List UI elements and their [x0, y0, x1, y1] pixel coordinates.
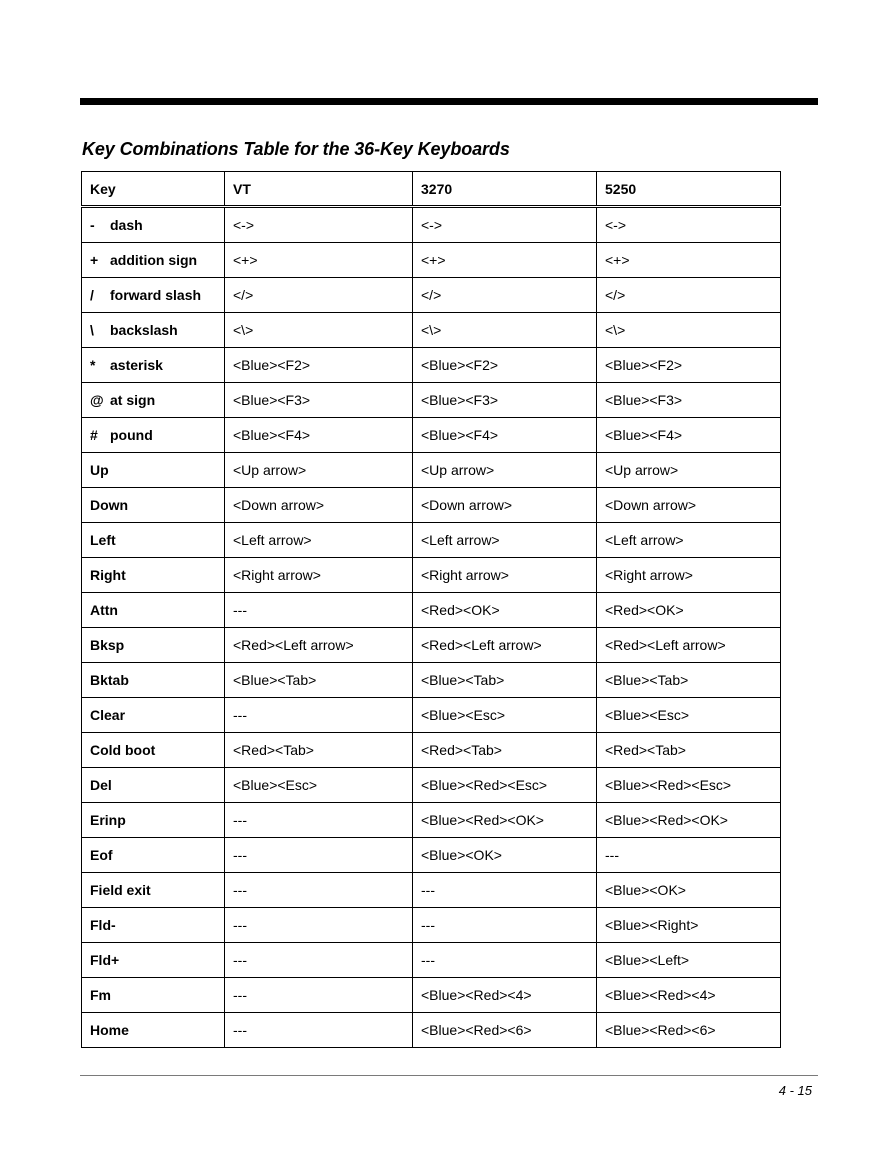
5250-cell: <Left arrow>: [597, 523, 781, 558]
table-row: [82, 558, 781, 593]
table-row: [82, 488, 781, 523]
key-cell: [82, 488, 225, 523]
5250-cell: <Red><OK>: [597, 593, 781, 628]
5250-cell: <Down arrow>: [597, 488, 781, 523]
table-row: [82, 313, 781, 348]
vt-cell: <Blue><Esc>: [225, 768, 413, 803]
bottom-rule: [80, 1075, 818, 1076]
key-name: Attn: [90, 602, 118, 618]
vt-cell: <Up arrow>: [225, 453, 413, 488]
vt-cell: ---: [225, 1013, 413, 1048]
3270-cell: <Red><Tab>: [413, 733, 597, 768]
vt-cell: <Blue><F4>: [225, 418, 413, 453]
vt-cell: <+>: [225, 243, 413, 278]
key-name: Right: [90, 567, 126, 583]
3270-cell: ---: [413, 943, 597, 978]
table-row: [82, 803, 781, 838]
header-5250: 5250: [597, 172, 781, 207]
table-row: [82, 1013, 781, 1048]
3270-cell: <Right arrow>: [413, 558, 597, 593]
top-rule: [80, 98, 818, 105]
key-name: Del: [90, 777, 112, 793]
page-number: 4 - 15: [778, 1083, 812, 1098]
5250-cell: <Blue><Red><Esc>: [597, 768, 781, 803]
3270-cell: <Red><OK>: [413, 593, 597, 628]
5250-cell: <Blue><Left>: [597, 943, 781, 978]
key-name: asterisk: [110, 357, 163, 373]
3270-cell: <Blue><Red><OK>: [413, 803, 597, 838]
5250-cell: <Blue><Red><4>: [597, 978, 781, 1013]
key-cell: [82, 908, 225, 943]
vt-cell: <Red><Left arrow>: [225, 628, 413, 663]
table-body: [82, 207, 781, 1048]
key-name: pound: [110, 427, 153, 443]
header-vt: VT: [225, 172, 413, 207]
key-symbol: *: [90, 357, 96, 373]
key-cell: [82, 1013, 225, 1048]
vt-cell: <Down arrow>: [225, 488, 413, 523]
3270-cell: <Red><Left arrow>: [413, 628, 597, 663]
table-row: [82, 698, 781, 733]
3270-cell: <Blue><Red><4>: [413, 978, 597, 1013]
5250-cell: <Blue><F3>: [597, 383, 781, 418]
3270-cell: <Blue><Esc>: [413, 698, 597, 733]
key-name: Fm: [90, 987, 111, 1003]
key-name: Fld-: [90, 917, 116, 933]
vt-cell: <Blue><Tab>: [225, 663, 413, 698]
5250-cell: <Red><Tab>: [597, 733, 781, 768]
table-row: [82, 978, 781, 1013]
5250-cell: <Blue><F2>: [597, 348, 781, 383]
table-row: [82, 768, 781, 803]
5250-cell: ---: [597, 838, 781, 873]
key-name: Field exit: [90, 882, 151, 898]
key-cell: [82, 593, 225, 628]
vt-cell: <Blue><F2>: [225, 348, 413, 383]
vt-cell: ---: [225, 978, 413, 1013]
table-row: [82, 873, 781, 908]
table-header-row: [82, 172, 781, 207]
5250-cell: <\>: [597, 313, 781, 348]
table-row: [82, 278, 781, 313]
table-row: [82, 628, 781, 663]
5250-cell: </>: [597, 278, 781, 313]
vt-cell: </>: [225, 278, 413, 313]
table-row: [82, 908, 781, 943]
key-symbol: @: [90, 392, 104, 408]
key-cell: [82, 278, 225, 313]
table-row: [82, 383, 781, 418]
key-symbol: -: [90, 217, 95, 233]
key-cell: [82, 698, 225, 733]
3270-cell: <Left arrow>: [413, 523, 597, 558]
5250-cell: <Blue><Red><6>: [597, 1013, 781, 1048]
key-symbol: #: [90, 427, 98, 443]
table-row: [82, 243, 781, 278]
table-row: [82, 943, 781, 978]
vt-cell: ---: [225, 838, 413, 873]
table-row: [82, 838, 781, 873]
key-symbol: /: [90, 287, 94, 303]
key-cell: [82, 207, 225, 243]
3270-cell: <Blue><F3>: [413, 383, 597, 418]
3270-cell: <Blue><Red><6>: [413, 1013, 597, 1048]
vt-cell: <->: [225, 207, 413, 243]
key-name: at sign: [110, 392, 156, 408]
key-cell: [82, 978, 225, 1013]
vt-cell: <Right arrow>: [225, 558, 413, 593]
3270-cell: <Blue><Tab>: [413, 663, 597, 698]
key-cell: [82, 313, 225, 348]
key-combinations-table: [81, 171, 781, 1048]
key-name: Cold boot: [90, 742, 156, 758]
key-cell: [82, 838, 225, 873]
page-title: Key Combinations Table for the 36-Key Keyboards: [82, 139, 510, 159]
5250-cell: <Blue><Tab>: [597, 663, 781, 698]
key-cell: [82, 418, 225, 453]
key-name: Up: [90, 462, 109, 478]
key-cell: [82, 803, 225, 838]
5250-cell: <Blue><Esc>: [597, 698, 781, 733]
key-name: Bksp: [90, 637, 125, 653]
key-name: Erinp: [90, 812, 126, 828]
5250-cell: <+>: [597, 243, 781, 278]
3270-cell: <Blue><F4>: [413, 418, 597, 453]
key-cell: [82, 768, 225, 803]
3270-cell: <Blue><Red><Esc>: [413, 768, 597, 803]
3270-cell: </>: [413, 278, 597, 313]
5250-cell: <Blue><F4>: [597, 418, 781, 453]
key-symbol: \: [90, 322, 94, 338]
key-name: Eof: [90, 847, 113, 863]
key-cell: [82, 348, 225, 383]
3270-cell: <->: [413, 207, 597, 243]
vt-cell: <\>: [225, 313, 413, 348]
key-name: Home: [90, 1022, 129, 1038]
key-cell: [82, 243, 225, 278]
key-cell: [82, 628, 225, 663]
vt-cell: ---: [225, 698, 413, 733]
5250-cell: <->: [597, 207, 781, 243]
vt-cell: <Red><Tab>: [225, 733, 413, 768]
5250-cell: <Blue><Right>: [597, 908, 781, 943]
vt-cell: ---: [225, 873, 413, 908]
5250-cell: <Right arrow>: [597, 558, 781, 593]
5250-cell: <Red><Left arrow>: [597, 628, 781, 663]
key-name: Down: [90, 497, 129, 513]
key-name: backslash: [110, 322, 178, 338]
table-row: [82, 523, 781, 558]
key-cell: [82, 663, 225, 698]
header-3270: 3270: [413, 172, 597, 207]
key-cell: [82, 383, 225, 418]
table-row: [82, 418, 781, 453]
vt-cell: ---: [225, 593, 413, 628]
vt-cell: ---: [225, 908, 413, 943]
key-cell: [82, 943, 225, 978]
table-row: [82, 663, 781, 698]
table-row: [82, 593, 781, 628]
header-key: Key: [82, 172, 225, 207]
5250-cell: <Blue><Red><OK>: [597, 803, 781, 838]
key-symbol: +: [90, 252, 99, 268]
3270-cell: ---: [413, 908, 597, 943]
key-cell: [82, 523, 225, 558]
key-name: Clear: [90, 707, 126, 723]
key-name: dash: [110, 217, 143, 233]
5250-cell: <Blue><OK>: [597, 873, 781, 908]
key-cell: [82, 733, 225, 768]
key-cell: [82, 558, 225, 593]
3270-cell: <\>: [413, 313, 597, 348]
key-cell: [82, 873, 225, 908]
vt-cell: ---: [225, 943, 413, 978]
key-name: Fld+: [90, 952, 120, 968]
key-name: Left: [90, 532, 116, 548]
key-name: Bktab: [90, 672, 129, 688]
3270-cell: <Up arrow>: [413, 453, 597, 488]
key-name: addition sign: [110, 252, 198, 268]
vt-cell: <Blue><F3>: [225, 383, 413, 418]
table-row: [82, 453, 781, 488]
vt-cell: <Left arrow>: [225, 523, 413, 558]
3270-cell: ---: [413, 873, 597, 908]
5250-cell: <Up arrow>: [597, 453, 781, 488]
table-row: [82, 348, 781, 383]
key-cell: [82, 453, 225, 488]
table-row: [82, 207, 781, 243]
3270-cell: <Blue><F2>: [413, 348, 597, 383]
vt-cell: ---: [225, 803, 413, 838]
table-row: [82, 733, 781, 768]
key-name: forward slash: [110, 287, 202, 303]
3270-cell: <Blue><OK>: [413, 838, 597, 873]
3270-cell: <Down arrow>: [413, 488, 597, 523]
3270-cell: <+>: [413, 243, 597, 278]
